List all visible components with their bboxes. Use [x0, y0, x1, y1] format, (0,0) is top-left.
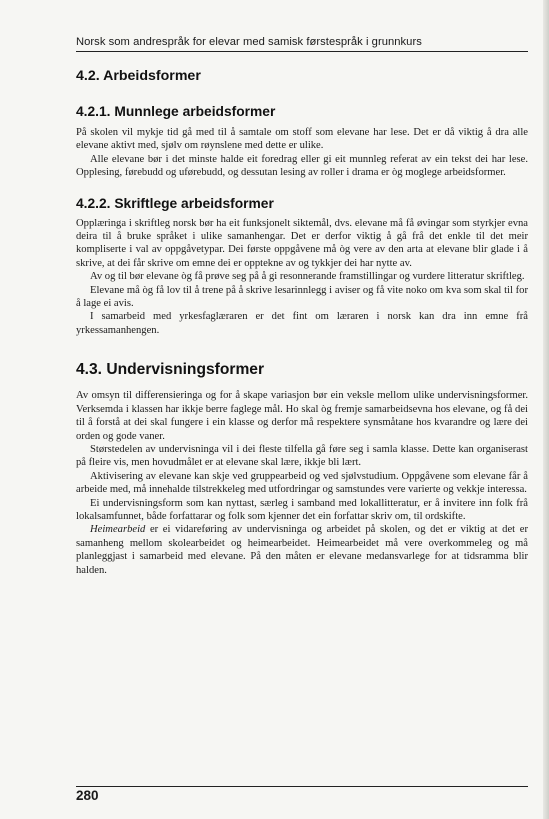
paragraph: Størstedelen av undervisninga vil i dei fleste tilfella gå føre seg i samla klasse. Dette kan organiserast på fleire vis, men hovudmålet er at elevane skal lære, ikkje bli lært. — [76, 443, 528, 469]
page-edge-shadow — [543, 0, 549, 819]
running-header: Norsk som andrespråk for elevar med samisk førstespråk i grunnkurs — [76, 36, 528, 52]
page-number: 280 — [76, 788, 99, 803]
paragraph: I samarbeid med yrkesfaglæraren er det fint om læraren i norsk kan dra inn emne frå yrkessamanhengen. — [76, 311, 528, 336]
italic-term: Heimearbeid — [90, 524, 146, 536]
paragraph: Av og til bør elevane òg få prøve seg på å gi resonnerande framstillingar og vurdere litteratur skriftleg. — [90, 271, 525, 283]
heading-4-2-1: 4.2.1. Munnlege arbeidsformer — [76, 104, 276, 119]
paragraph: Ei undervisningsform som kan nyttast, særleg i samband med lokallitteratur, er å invitere inn folk frå lokalsamfunnet, både forfattarar og folk som kjenner det ein forfattar skriv om, til ordskifte. — [76, 497, 528, 522]
page-content — [76, 66, 528, 577]
heading-4-2-2: 4.2.2. Skriftlege arbeidsformer — [76, 195, 274, 211]
heading-4-2: 4.2. Arbeidsformer — [76, 68, 201, 84]
paragraph-heimearbeid — [76, 523, 528, 577]
paragraph: Av omsyn til differensieringa og for å skape variasjon bør ein veksle mellom ulike undervisningsformer. Verksemda i klassen har ikkje berre faglege mål. Ho skal òg fremje samarbeidsevna hos elevane, og få dei til å forstå at dei skal fungere i ein klasse og derfor må respektere synsmåtane hos kvarandre og lære dei orden og gode vaner. — [76, 390, 528, 442]
paragraph: Opplæringa i skriftleg norsk bør ha eit funksjonelt siktemål, dvs. elevane må få øvingar som styrkjer evna deira til å bruke språket i ulike samanhengar. Det er derfor viktig å gå frå det enkle til det meir kompliserte i val av oppgåvetypar. Dei første oppgåvene må òg vere av den arta at elevane blir glade i å skrive, at dei får skrive om emne dei er opptekne av og tykkjer dei har nytte av. — [76, 217, 528, 269]
paragraph: På skolen vil mykje tid gå med til å samtale om stoff som elevane har lese. Det er då viktig å dra alle elevane aktivt med, sjølv om røynslene med dette er ulike. — [76, 127, 528, 152]
paragraph-text: er ei vidareføring av undervisninga og arbeidet på skolen, og det er viktig at det er samanheng mellom skolearbeidet og heimearbeidet. Heimearbeidet må vere overkommeleg og må planleggjast i samarbeid med elevane. På den måten er elevane medansvarlege for at tidsramma blir halden. — [76, 524, 528, 576]
paragraph: Alle elevane bør i det minste halde eit foredrag eller gi eit munnleg referat av ein tekst dei har lese. Opplesing, førebudd og uførebudd, og dessutan lesing av roller i drama er òg moglege arbeidsformer. — [76, 153, 528, 179]
heading-4-3: 4.3. Undervisningsformer — [76, 361, 265, 379]
footer-rule — [76, 786, 528, 787]
paragraph: Aktivisering av elevane kan skje ved gruppearbeid og ved sjølvstudium. Oppgåvene som elevane får å arbeide med, må innehalde tilstrekkeleg med utfordringar og samstundes vere varierte og vekkje interessa. — [76, 470, 528, 496]
paragraph: Elevane må òg få lov til å trene på å skrive lesarinnlegg i aviser og få vite noko om kva som skal til for å lage ei avis. — [76, 284, 528, 310]
